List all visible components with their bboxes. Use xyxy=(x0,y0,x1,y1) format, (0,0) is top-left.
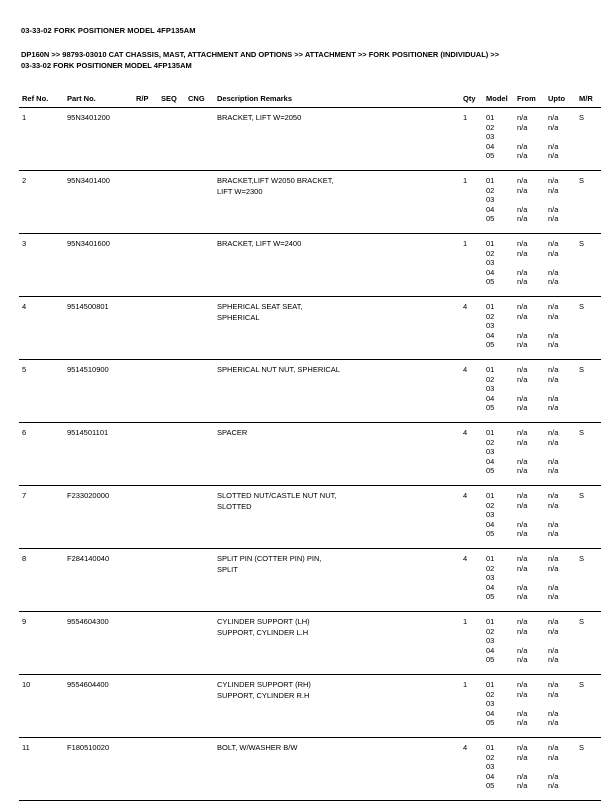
cell-ref-no: 10 xyxy=(19,675,64,738)
cell-cng xyxy=(185,612,214,675)
cell-upto: n/a n/a n/a n/a xyxy=(545,486,576,549)
cell-cng xyxy=(185,549,214,612)
cell-qty: 4 xyxy=(460,360,483,423)
table-row xyxy=(19,549,601,612)
table-row xyxy=(19,486,601,549)
cell-part-no: F284140040 xyxy=(64,549,133,612)
cell-rp xyxy=(133,612,158,675)
column-header-cng: CNG xyxy=(185,87,214,108)
cell-ref-no: 2 xyxy=(19,171,64,234)
cell-part-no: 95N3401400 xyxy=(64,171,133,234)
cell-upto: n/a n/a n/a n/a xyxy=(545,675,576,738)
cell-from: n/a n/a n/a n/a xyxy=(514,171,545,234)
cell-description: SPHERICAL SEAT SEAT, SPHERICAL xyxy=(214,297,460,360)
cell-mr: S xyxy=(576,297,601,360)
cell-from: n/a n/a n/a n/a xyxy=(514,486,545,549)
column-header-rp: R/P xyxy=(133,87,158,108)
cell-seq xyxy=(158,549,185,612)
cell-rp xyxy=(133,297,158,360)
cell-model: 01 02 03 04 05 xyxy=(483,171,514,234)
cell-part-no: 9514500801 xyxy=(64,297,133,360)
table-row xyxy=(19,297,601,360)
cell-description: BRACKET,LIFT W2050 BRACKET, LIFT W=2300 xyxy=(214,171,460,234)
table-row xyxy=(19,234,601,297)
cell-qty: 4 xyxy=(460,738,483,801)
cell-part-no: F233020000 xyxy=(64,486,133,549)
table-body xyxy=(19,108,601,801)
cell-seq xyxy=(158,297,185,360)
cell-mr: S xyxy=(576,738,601,801)
cell-seq xyxy=(158,171,185,234)
column-header-ref-no: Ref No. xyxy=(19,87,64,108)
cell-model: 01 02 03 04 05 xyxy=(483,297,514,360)
cell-rp xyxy=(133,675,158,738)
cell-upto: n/a n/a n/a n/a xyxy=(545,549,576,612)
cell-upto: n/a n/a n/a n/a xyxy=(545,108,576,171)
cell-cng xyxy=(185,108,214,171)
parts-table xyxy=(19,87,601,801)
cell-from: n/a n/a n/a n/a xyxy=(514,423,545,486)
cell-from: n/a n/a n/a n/a xyxy=(514,549,545,612)
cell-rp xyxy=(133,171,158,234)
cell-ref-no: 5 xyxy=(19,360,64,423)
cell-part-no: 9514510900 xyxy=(64,360,133,423)
cell-description: SPHERICAL NUT NUT, SPHERICAL xyxy=(214,360,460,423)
cell-upto: n/a n/a n/a n/a xyxy=(545,612,576,675)
cell-upto: n/a n/a n/a n/a xyxy=(545,360,576,423)
cell-rp xyxy=(133,738,158,801)
cell-seq xyxy=(158,423,185,486)
cell-cng xyxy=(185,423,214,486)
breadcrumb: DP160N >> 98793-03010 CAT CHASSIS, MAST, ATTACHMENT AND OPTIONS >> ATTACHMENT >> FORK POSITIONER (INDIVIDUAL) >> xyxy=(21,50,500,59)
column-header-model: Model xyxy=(483,87,514,108)
cell-rp xyxy=(133,486,158,549)
cell-mr: S xyxy=(576,423,601,486)
table-row xyxy=(19,108,601,171)
cell-from: n/a n/a n/a n/a xyxy=(514,360,545,423)
cell-rp xyxy=(133,423,158,486)
column-header-seq: SEQ xyxy=(158,87,185,108)
cell-mr: S xyxy=(576,612,601,675)
breadcrumb-continued: 03-33-02 FORK POSITIONER MODEL 4FP135AM xyxy=(21,61,192,70)
cell-ref-no: 11 xyxy=(19,738,64,801)
cell-description: SPLIT PIN (COTTER PIN) PIN, SPLIT xyxy=(214,549,460,612)
page-title: 03-33-02 FORK POSITIONER MODEL 4FP135AM xyxy=(21,26,196,35)
column-header-part-no: Part No. xyxy=(64,87,133,108)
table-row xyxy=(19,612,601,675)
column-header-from: From xyxy=(514,87,545,108)
cell-qty: 1 xyxy=(460,675,483,738)
cell-rp xyxy=(133,234,158,297)
table-row xyxy=(19,171,601,234)
column-header-description: Description Remarks xyxy=(214,87,460,108)
cell-ref-no: 3 xyxy=(19,234,64,297)
cell-model: 01 02 03 04 05 xyxy=(483,423,514,486)
cell-upto: n/a n/a n/a n/a xyxy=(545,234,576,297)
cell-model: 01 02 03 04 05 xyxy=(483,360,514,423)
cell-cng xyxy=(185,675,214,738)
cell-seq xyxy=(158,486,185,549)
cell-part-no: 9554604300 xyxy=(64,612,133,675)
cell-part-no: 9514501101 xyxy=(64,423,133,486)
cell-mr: S xyxy=(576,549,601,612)
cell-seq xyxy=(158,612,185,675)
cell-cng xyxy=(185,486,214,549)
cell-ref-no: 1 xyxy=(19,108,64,171)
cell-qty: 4 xyxy=(460,423,483,486)
cell-qty: 1 xyxy=(460,612,483,675)
cell-from: n/a n/a n/a n/a xyxy=(514,675,545,738)
cell-qty: 1 xyxy=(460,171,483,234)
cell-from: n/a n/a n/a n/a xyxy=(514,108,545,171)
cell-model: 01 02 03 04 05 xyxy=(483,108,514,171)
cell-description: BRACKET, LIFT W=2050 xyxy=(214,108,460,171)
cell-from: n/a n/a n/a n/a xyxy=(514,297,545,360)
cell-upto: n/a n/a n/a n/a xyxy=(545,171,576,234)
cell-description: BRACKET, LIFT W=2400 xyxy=(214,234,460,297)
cell-qty: 4 xyxy=(460,549,483,612)
cell-upto: n/a n/a n/a n/a xyxy=(545,423,576,486)
cell-mr: S xyxy=(576,360,601,423)
cell-rp xyxy=(133,108,158,171)
cell-from: n/a n/a n/a n/a xyxy=(514,612,545,675)
cell-model: 01 02 03 04 05 xyxy=(483,738,514,801)
cell-ref-no: 4 xyxy=(19,297,64,360)
cell-upto: n/a n/a n/a n/a xyxy=(545,738,576,801)
column-header-mr: M/R xyxy=(576,87,601,108)
cell-model: 01 02 03 04 05 xyxy=(483,486,514,549)
cell-model: 01 02 03 04 05 xyxy=(483,612,514,675)
cell-seq xyxy=(158,738,185,801)
cell-seq xyxy=(158,360,185,423)
cell-rp xyxy=(133,549,158,612)
table-row xyxy=(19,738,601,801)
cell-rp xyxy=(133,360,158,423)
cell-mr: S xyxy=(576,486,601,549)
cell-qty: 4 xyxy=(460,486,483,549)
cell-qty: 1 xyxy=(460,234,483,297)
cell-model: 01 02 03 04 05 xyxy=(483,549,514,612)
cell-part-no: 9554604400 xyxy=(64,675,133,738)
table-row xyxy=(19,675,601,738)
cell-ref-no: 7 xyxy=(19,486,64,549)
cell-model: 01 02 03 04 05 xyxy=(483,234,514,297)
table-row xyxy=(19,423,601,486)
column-header-upto: Upto xyxy=(545,87,576,108)
cell-part-no: F180510020 xyxy=(64,738,133,801)
cell-cng xyxy=(185,360,214,423)
cell-model: 01 02 03 04 05 xyxy=(483,675,514,738)
cell-cng xyxy=(185,234,214,297)
cell-ref-no: 6 xyxy=(19,423,64,486)
cell-upto: n/a n/a n/a n/a xyxy=(545,297,576,360)
cell-cng xyxy=(185,171,214,234)
cell-seq xyxy=(158,675,185,738)
cell-ref-no: 9 xyxy=(19,612,64,675)
cell-qty: 1 xyxy=(460,108,483,171)
cell-mr: S xyxy=(576,675,601,738)
cell-description: BOLT, W/WASHER B/W xyxy=(214,738,460,801)
cell-from: n/a n/a n/a n/a xyxy=(514,738,545,801)
cell-part-no: 95N3401200 xyxy=(64,108,133,171)
cell-mr: S xyxy=(576,108,601,171)
cell-description: CYLINDER SUPPORT (LH) SUPPORT, CYLINDER L.H xyxy=(214,612,460,675)
cell-seq xyxy=(158,108,185,171)
cell-part-no: 95N3401600 xyxy=(64,234,133,297)
cell-description: SLOTTED NUT/CASTLE NUT NUT, SLOTTED xyxy=(214,486,460,549)
cell-cng xyxy=(185,738,214,801)
cell-from: n/a n/a n/a n/a xyxy=(514,234,545,297)
table-row xyxy=(19,360,601,423)
cell-description: SPACER xyxy=(214,423,460,486)
cell-ref-no: 8 xyxy=(19,549,64,612)
cell-qty: 4 xyxy=(460,297,483,360)
cell-description: CYLINDER SUPPORT (RH) SUPPORT, CYLINDER R.H xyxy=(214,675,460,738)
cell-mr: S xyxy=(576,234,601,297)
column-header-qty: Qty xyxy=(460,87,483,108)
cell-seq xyxy=(158,234,185,297)
table-header xyxy=(19,87,601,108)
cell-mr: S xyxy=(576,171,601,234)
cell-cng xyxy=(185,297,214,360)
